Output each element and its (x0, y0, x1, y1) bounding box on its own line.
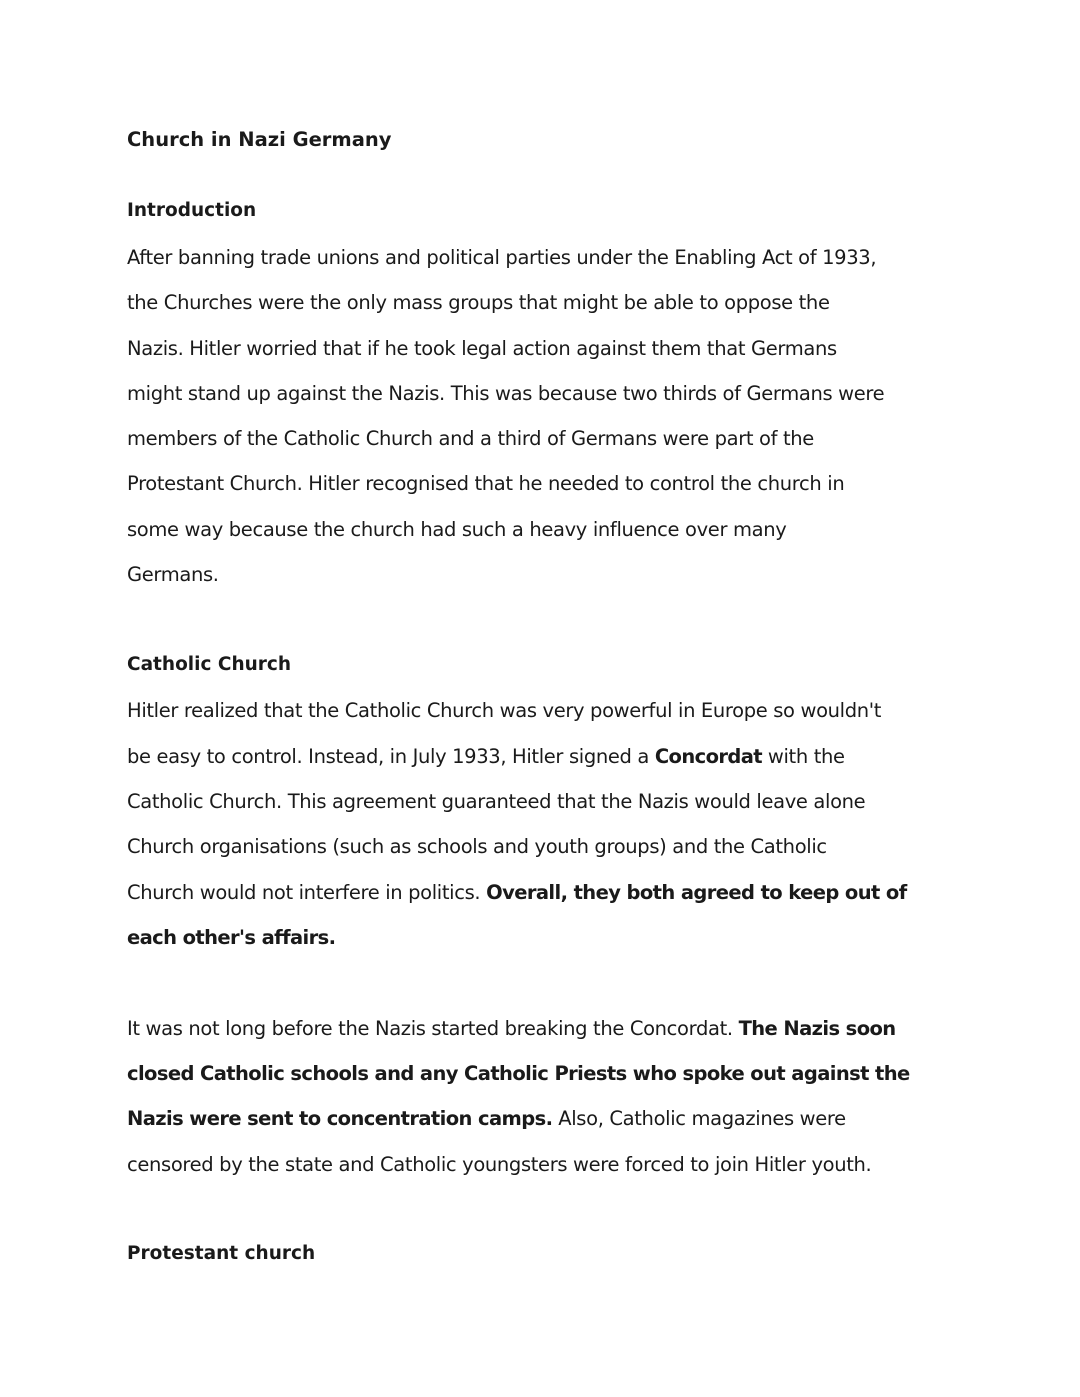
paragraph-line: might stand up against the Nazis. This was because two thirds of Germans were (127, 382, 885, 405)
document-title: Church in Nazi Germany (127, 128, 392, 151)
emphasis-text: closed Catholic schools and any Catholic Priests who spoke out against the (127, 1062, 910, 1085)
paragraph-line: members of the Catholic Church and a third of Germans were part of the (127, 427, 814, 450)
emphasis-text: Nazis were sent to concentration camps. (127, 1107, 553, 1130)
paragraph-line (127, 1017, 896, 1041)
paragraph-line: censored by the state and Catholic youngsters were forced to join Hitler youth. (127, 1153, 872, 1176)
section-heading-introduction: Introduction (127, 200, 257, 221)
paragraph-line: Church organisations (such as schools and youth groups) and the Catholic (127, 835, 827, 858)
section-heading-catholic-church: Catholic Church (127, 654, 292, 675)
line-text: Church would not interfere in politics. (127, 881, 487, 904)
emphasis-text: each other's affairs. (127, 926, 336, 949)
paragraph-line (127, 926, 335, 950)
paragraph-line: Hitler realized that the Catholic Church was very powerful in Europe so wouldn't (127, 699, 882, 722)
paragraph-line (127, 745, 845, 769)
paragraph-line: some way because the church had such a heavy influence over many (127, 518, 787, 541)
line-text: Also, Catholic magazines were (552, 1107, 846, 1130)
emphasis-text: Overall, they both agreed to keep out of (486, 881, 907, 904)
paragraph-line: Nazis. Hitler worried that if he took legal action against them that Germans (127, 337, 837, 360)
paragraph-line (127, 1062, 910, 1086)
line-text: It was not long before the Nazis started breaking the Concordat. (127, 1017, 739, 1040)
paragraph-line: the Churches were the only mass groups that might be able to oppose the (127, 291, 830, 314)
paragraph-line (127, 1107, 846, 1131)
emphasis-text: The Nazis soon (738, 1017, 896, 1040)
paragraph-line: Protestant Church. Hitler recognised that he needed to control the church in (127, 472, 845, 495)
paragraph-line: Germans. (127, 563, 219, 586)
concordat-term: Concordat (654, 745, 763, 768)
line-text: be easy to control. Instead, in July 1933, Hitler signed a (127, 745, 655, 768)
line-text: with the (762, 745, 845, 768)
section-heading-protestant-church: Protestant church (127, 1243, 316, 1264)
paragraph-line (127, 881, 907, 905)
paragraph-line: After banning trade unions and political parties under the Enabling Act of 1933, (127, 246, 877, 269)
paragraph-line: Catholic Church. This agreement guaranteed that the Nazis would leave alone (127, 790, 866, 813)
